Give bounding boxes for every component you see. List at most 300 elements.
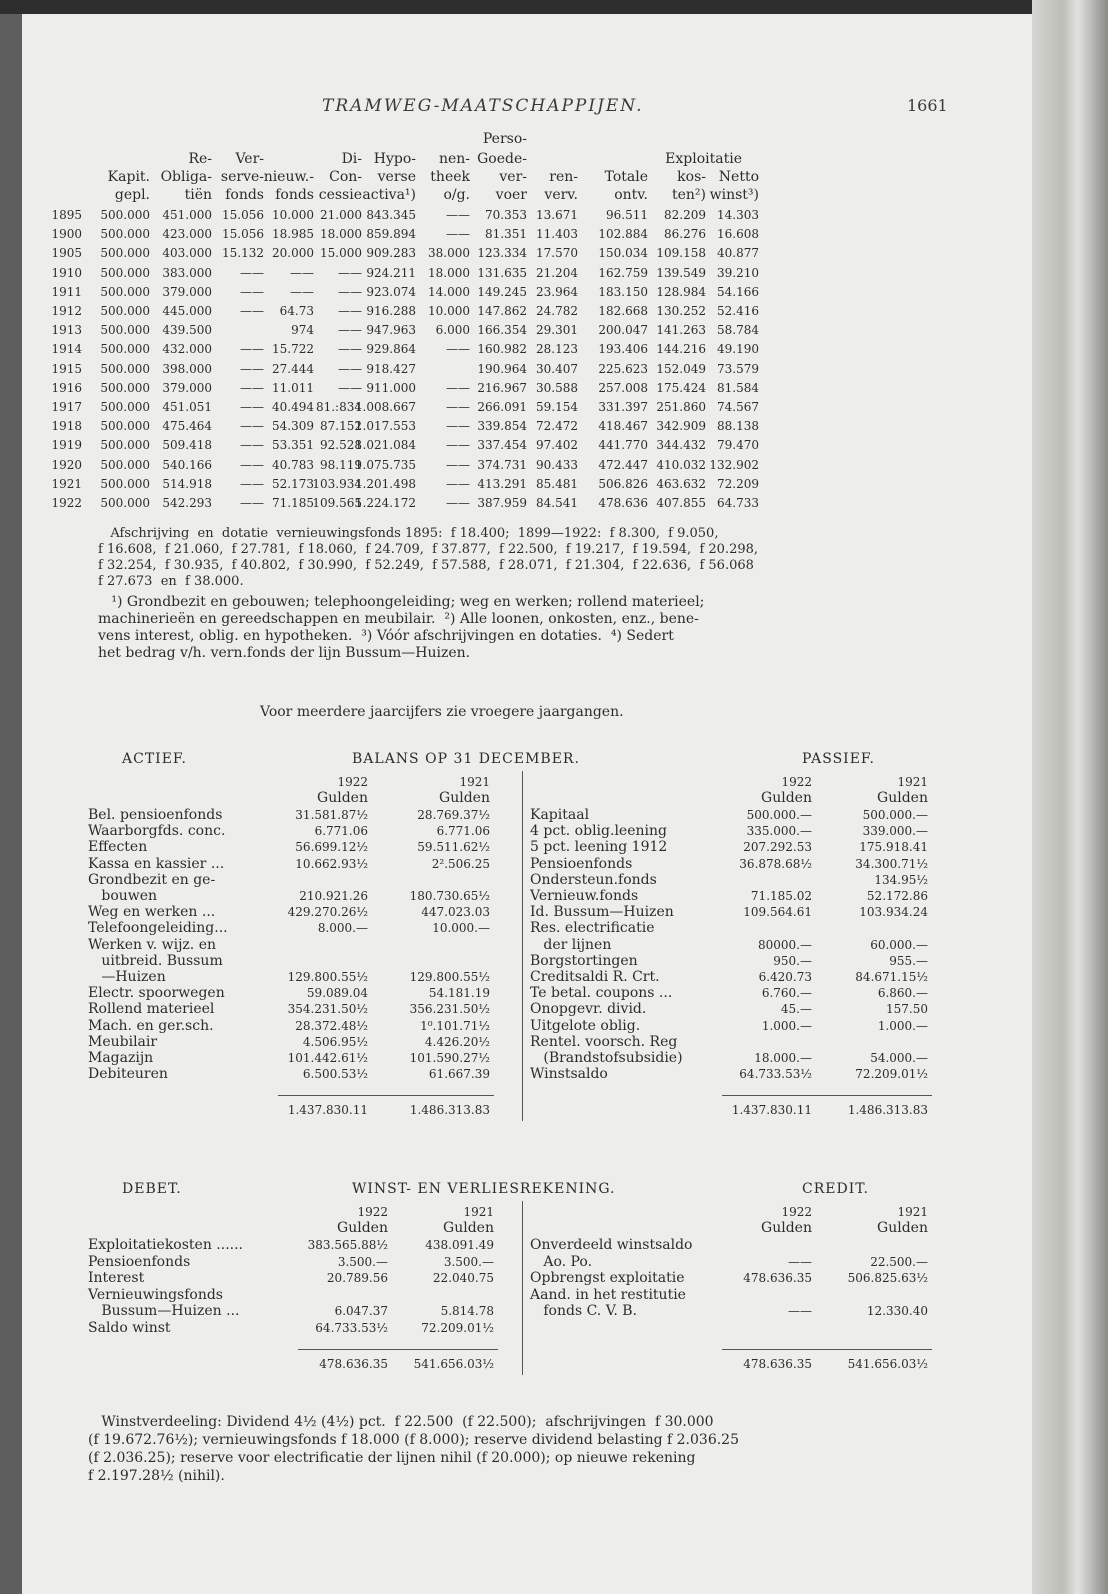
right-value-previous: 84.671.15½	[855, 970, 928, 984]
running-header: TRAMWEG-MAATSCHAPPIJEN.	[322, 96, 644, 116]
table-cell: 147.862	[477, 304, 527, 318]
table-cell: 387.959	[477, 496, 527, 510]
column-divider	[522, 771, 523, 1121]
table-cell: 200.047	[598, 323, 648, 338]
unit-header: Gulden	[877, 1220, 928, 1236]
table-cell: 15.132	[222, 246, 264, 261]
table-cell: 53.351	[272, 438, 314, 453]
left-value-current: 28.372.48½	[295, 1018, 368, 1033]
right-value-current: ——	[788, 1304, 812, 1318]
distribution-line: Winstverdeeling: Dividend 4½ (4½) pct. f 22.500 (f 22.500); afschrijvingen f 30.000	[88, 1414, 714, 1430]
table-cell: 1.201.498	[354, 476, 416, 491]
table-cell: ——	[338, 284, 362, 299]
left-row-label: Bussum—Huizen ...	[88, 1303, 240, 1319]
left-heading: DEBET.	[122, 1181, 182, 1197]
left-value-previous: 28.769.37½	[417, 808, 490, 822]
table-cell: 52.173	[272, 476, 314, 491]
right-total-current: 478.636.35	[743, 1357, 812, 1371]
table-cell: 1.017.553	[354, 419, 416, 434]
table-cell: ——	[446, 496, 470, 510]
right-value-previous: 22.500.—	[870, 1254, 928, 1269]
table-cell: 74.567	[717, 400, 759, 414]
right-value-previous: 339.000.—	[862, 824, 928, 839]
right-row-label: Onopgevr. divid.	[530, 1001, 647, 1018]
left-value-previous: 5.814.78	[440, 1304, 494, 1318]
table-cell: ——	[446, 457, 470, 472]
table-cell: 18.985	[272, 227, 314, 242]
table-cell: 131.635	[477, 265, 527, 280]
table-cell: 38.000	[428, 246, 470, 261]
table-cell: ——	[338, 323, 362, 338]
table-header-cell: nen-	[438, 151, 470, 167]
table-cell: 132.902	[709, 457, 759, 472]
total-rule	[722, 1349, 932, 1350]
left-value-previous: 438.091.49	[425, 1238, 494, 1252]
year-header: 1921	[459, 775, 490, 789]
table-cell: 109.158	[656, 246, 706, 261]
note-line: Afschrijving en dotatie vernieuwingsfonds 1895: f 18.400; 1899—1922: f 8.300, f 9.050,	[98, 526, 719, 541]
right-row-label: Id. Bussum—Huizen	[530, 904, 674, 921]
distribution-line: (f 19.672.76½); vernieuwingsfonds f 18.000 (f 8.000); reserve dividend belasting f 2.036.25	[88, 1432, 739, 1448]
table-cell: 54.166	[717, 284, 759, 299]
right-value-current: 1.000.—	[761, 1018, 812, 1033]
table-cell: 96.511	[606, 208, 648, 222]
scan-top-edge	[0, 0, 1108, 14]
right-row-label: der lijnen	[530, 936, 612, 953]
left-value-previous: 447.023.03	[421, 905, 490, 920]
left-value-previous: 3.500.—	[443, 1254, 494, 1269]
table-header-cell: Di-	[341, 151, 362, 167]
table-cell: 72.472	[536, 419, 578, 434]
table-cell: ——	[446, 419, 470, 434]
left-value-current: 210.921.26	[299, 889, 368, 903]
year-cell: 1921	[51, 476, 82, 491]
table-cell: ——	[446, 227, 470, 242]
table-cell: 10.000	[272, 208, 314, 222]
table-cell: 947.963	[366, 323, 416, 338]
left-row-label: Vernieuwingsfonds	[88, 1286, 223, 1303]
unit-header: Gulden	[877, 790, 928, 806]
right-row-label: (Brandstofsubsidie)	[530, 1050, 683, 1066]
note-line: f 16.608, f 21.060, f 27.781, f 18.060, f 24.709, f 37.877, f 22.500, f 19.217, f 19.594, f 20.298,	[98, 542, 759, 557]
right-value-previous: 500.000.—	[862, 808, 928, 822]
table-header-cell: cessie	[318, 187, 362, 203]
right-value-previous: 54.000.—	[870, 1051, 928, 1065]
table-cell: 73.579	[717, 361, 759, 376]
left-value-current: 64.733.53½	[315, 1320, 388, 1335]
table-cell: 30.588	[536, 380, 578, 395]
year-cell: 1916	[51, 380, 82, 395]
table-cell: 28.123	[536, 342, 578, 357]
footnote-line: ¹) Grondbezit en gebouwen; telephoongeleiding; weg en werken; rollend materieel;	[98, 594, 705, 610]
left-value-current: 4.506.95½	[302, 1034, 368, 1049]
year-cell: 1917	[51, 400, 82, 414]
left-value-previous: 356.231.50½	[409, 1002, 490, 1017]
table-cell: 514.918	[162, 476, 212, 491]
right-value-current: 36.878.68½	[739, 856, 812, 871]
table-cell: 500.000	[100, 400, 150, 414]
page-number: 1661	[907, 96, 948, 115]
table-header-cell: gepl.	[114, 187, 150, 203]
table-header-cell: Ver-	[235, 151, 264, 167]
table-cell: 339.854	[477, 419, 527, 434]
right-value-current: 500.000.—	[746, 808, 812, 822]
table-cell: 139.549	[656, 265, 706, 280]
table-cell: 216.967	[477, 380, 527, 395]
table-cell: 500.000	[100, 323, 150, 338]
unit-header: Gulden	[761, 1220, 812, 1236]
unit-header: Gulden	[439, 790, 490, 806]
left-value-current: 129.800.55½	[287, 970, 368, 984]
right-value-current: 64.733.53½	[739, 1067, 812, 1082]
table-cell: 183.150	[598, 284, 648, 299]
right-row-label: Creditsaldi R. Crt.	[530, 969, 660, 985]
right-row-label: Borgstortingen	[530, 952, 638, 969]
table-cell: 90.433	[536, 457, 578, 472]
left-value-current: 59.089.04	[306, 986, 368, 1001]
left-value-previous: 72.209.01½	[421, 1320, 494, 1335]
right-value-previous: 157.50	[886, 1002, 928, 1017]
left-row-label: —Huizen	[88, 969, 166, 985]
table-cell: ——	[240, 342, 264, 357]
table-header-cell: Hypo-	[373, 151, 416, 167]
year-cell: 1910	[51, 265, 82, 280]
table-cell: 18.000	[428, 265, 470, 280]
table-cell: 344.432	[656, 438, 706, 453]
table-cell: 81.:834	[315, 400, 362, 414]
table-cell: ——	[290, 265, 314, 280]
left-value-current: 6.771.06	[314, 824, 368, 839]
table-cell: 500.000	[100, 496, 150, 510]
table-cell: 58.784	[717, 323, 759, 338]
table-cell: 81.584	[717, 380, 759, 395]
left-value-previous: 10.000.—	[432, 921, 490, 936]
table-cell: 225.623	[598, 361, 648, 376]
table-cell: ——	[240, 400, 264, 414]
left-value-previous: 129.800.55½	[409, 970, 490, 984]
column-divider	[522, 1201, 523, 1375]
table-header-cell: Perso-	[482, 131, 527, 147]
table-cell: 413.291	[477, 476, 527, 491]
table-cell: 475.464	[162, 419, 212, 434]
table-cell: 15.056	[222, 227, 264, 242]
table-cell: ——	[240, 361, 264, 376]
unit-header: Gulden	[761, 790, 812, 806]
year-header: 1922	[357, 1205, 388, 1219]
table-cell: 463.632	[656, 476, 706, 491]
left-row-label: Weg en werken ...	[88, 904, 216, 921]
right-value-current: 950.—	[773, 953, 812, 968]
table-cell: ——	[338, 380, 362, 395]
left-value-current: 383.565.88½	[307, 1238, 388, 1252]
table-cell: 64.733	[717, 496, 759, 510]
table-header-cell: Obliga-	[160, 169, 212, 185]
right-value-previous: 52.172.86	[866, 889, 928, 903]
left-row-label: Exploitatiekosten ......	[88, 1237, 243, 1253]
table-cell: 432.000	[162, 342, 212, 357]
table-cell: 103.934	[312, 476, 362, 491]
table-cell: 39.210	[717, 265, 759, 280]
table-header-cell: kos-	[677, 169, 706, 185]
left-row-label: bouwen	[88, 888, 158, 904]
table-cell: 128.984	[656, 284, 706, 299]
year-header: 1922	[781, 1205, 812, 1219]
account-title: BALANS OP 31 DECEMBER.	[352, 751, 580, 767]
table-cell: 15.056	[222, 208, 264, 222]
left-value-previous: 54.181.19	[428, 986, 490, 1001]
table-cell: ——	[446, 342, 470, 357]
footnote-line: machinerieën en gereedschappen en meubilair. ²) Alle loonen, onkosten, enz., bene-	[98, 611, 699, 627]
table-cell: 70.353	[485, 208, 527, 222]
right-value-previous: 134.95½	[874, 872, 928, 887]
right-row-label: Rentel. voorsch. Reg	[530, 1033, 678, 1050]
left-row-label: Interest	[88, 1270, 145, 1286]
year-header: 1921	[897, 775, 928, 789]
table-cell: 441.770	[598, 438, 648, 453]
table-cell: 451.000	[162, 208, 212, 222]
table-cell: ——	[240, 380, 264, 395]
table-cell: 21.000	[320, 208, 362, 222]
table-header-cell: fonds	[275, 187, 314, 203]
table-cell: 500.000	[100, 476, 150, 491]
year-cell: 1920	[51, 457, 82, 472]
table-cell: 342.909	[656, 419, 706, 434]
table-header-cell: Totale	[604, 169, 648, 185]
left-value-current: 354.231.50½	[287, 1002, 368, 1017]
table-cell: 266.091	[477, 400, 527, 414]
table-cell: ——	[240, 419, 264, 434]
table-cell: 418.467	[598, 419, 648, 434]
table-cell: 410.032	[656, 457, 706, 472]
year-cell: 1913	[51, 323, 82, 338]
year-header: 1921	[897, 1205, 928, 1219]
table-cell: 152.049	[656, 361, 706, 376]
right-row-label: 4 pct. oblig.leening	[530, 823, 667, 840]
table-header-cell: winst³)	[709, 187, 759, 203]
table-cell: ——	[338, 265, 362, 280]
table-cell: ——	[240, 284, 264, 299]
table-cell: ——	[338, 361, 362, 376]
total-rule	[298, 1349, 498, 1350]
left-total-current: 1.437.830.11	[287, 1103, 368, 1118]
table-cell: 54.309	[272, 419, 314, 434]
left-total-current: 478.636.35	[319, 1357, 388, 1371]
right-value-previous: 955.—	[889, 953, 928, 968]
table-cell: 150.034	[598, 246, 648, 261]
right-heading: CREDIT.	[802, 1181, 869, 1197]
total-rule	[722, 1095, 932, 1096]
left-row-label: Electr. spoorwegen	[88, 985, 225, 1002]
table-cell: 144.216	[656, 342, 706, 357]
table-cell: 6.000	[435, 323, 470, 338]
left-value-current: 3.500.—	[337, 1254, 388, 1269]
table-cell: 21.204	[536, 265, 578, 280]
table-cell: 193.406	[598, 342, 648, 357]
table-cell: 923.074	[366, 284, 416, 299]
table-cell: 843.345	[366, 208, 416, 222]
table-cell: 98.119	[320, 457, 362, 472]
left-row-label: Grondbezit en ge-	[88, 871, 216, 888]
table-cell: 59.154	[536, 400, 578, 414]
right-row-label: Ondersteun.fonds	[530, 871, 657, 888]
table-header-cell: ren-	[549, 169, 578, 185]
table-cell: 500.000	[100, 380, 150, 395]
right-row-label: Uitgelote oblig.	[530, 1017, 641, 1034]
table-cell: 974	[291, 323, 314, 338]
right-row-label: Kapitaal	[530, 807, 590, 823]
table-cell: 15.000	[320, 246, 362, 261]
left-row-label: uitbreid. Bussum	[88, 952, 223, 969]
table-cell: 1.021.084	[354, 438, 416, 453]
left-value-current: 10.662.93½	[295, 856, 368, 871]
left-value-previous: 2².506.25	[431, 856, 490, 871]
right-value-current: 109.564.61	[743, 905, 812, 920]
table-cell: 82.209	[664, 208, 706, 222]
table-header-cell: verv.	[544, 187, 578, 203]
right-value-current: 71.185.02	[750, 889, 812, 903]
left-value-previous: 180.730.65½	[409, 889, 490, 903]
table-cell: 500.000	[100, 208, 150, 222]
total-rule	[278, 1095, 494, 1096]
table-cell: 929.864	[366, 342, 416, 357]
year-header: 1922	[781, 775, 812, 789]
table-cell: 85.481	[536, 476, 578, 491]
right-value-current: 6.760.—	[761, 986, 812, 1001]
left-value-current: 56.699.12½	[295, 840, 368, 855]
table-cell: 97.402	[536, 438, 578, 453]
left-value-current: 20.789.56	[326, 1271, 388, 1285]
table-cell: 398.000	[162, 361, 212, 376]
footnote-line: vens interest, oblig. en hypotheken. ³) Vóór afschrijvingen en dotaties. ⁴) Sedert	[98, 628, 674, 644]
table-cell: 1.075.735	[354, 457, 416, 472]
right-value-previous: 1.000.—	[877, 1018, 928, 1033]
table-cell: 86.276	[664, 227, 706, 242]
table-cell: 84.541	[536, 496, 578, 510]
table-header-cell: tiën	[184, 187, 212, 203]
table-cell: ——	[240, 304, 264, 318]
left-value-previous: 6.771.06	[436, 824, 490, 839]
right-row-label: Pensioenfonds	[530, 855, 633, 872]
table-cell: ——	[240, 496, 264, 510]
table-cell: ——	[446, 208, 470, 222]
table-header-cell: nieuw.-	[263, 169, 314, 185]
table-cell: 374.731	[477, 457, 527, 472]
table-cell: 403.000	[162, 246, 212, 261]
left-row-label: Rollend materieel	[88, 1001, 215, 1018]
left-value-current: 429.270.26½	[287, 905, 368, 920]
table-cell: 10.000	[428, 304, 470, 318]
unit-header: Gulden	[317, 790, 368, 806]
right-row-label: Onverdeeld winstsaldo	[530, 1237, 693, 1253]
left-row-label: Magazijn	[88, 1050, 154, 1066]
table-cell: 909.283	[366, 246, 416, 261]
table-cell: 337.454	[477, 438, 527, 453]
right-value-current: 335.000.—	[746, 824, 812, 839]
left-row-label: Werken v. wijz. en	[88, 936, 216, 953]
table-cell: 500.000	[100, 246, 150, 261]
table-cell: 500.000	[100, 438, 150, 453]
table-cell: 1.008.667	[354, 400, 416, 414]
table-cell: 182.668	[598, 304, 648, 318]
unit-header: Gulden	[443, 1220, 494, 1236]
table-cell: 175.424	[656, 380, 706, 395]
table-cell: 87.152	[320, 419, 362, 434]
left-value-current: 6.500.53½	[302, 1067, 368, 1082]
table-cell: ——	[338, 342, 362, 357]
right-value-previous: 34.300.71½	[855, 856, 928, 871]
table-cell: 11.403	[536, 227, 578, 242]
left-row-label: Debiteuren	[88, 1066, 168, 1083]
left-value-current: 8.000.—	[317, 921, 368, 936]
table-cell: 79.470	[717, 438, 759, 453]
table-header-cell: ten²)	[671, 187, 706, 203]
year-cell: 1918	[51, 419, 82, 434]
left-row-label: Waarborgfds. conc.	[88, 823, 226, 840]
note-line: f 27.673 en f 38.000.	[98, 574, 244, 589]
table-cell: ——	[290, 284, 314, 299]
right-row-label: Vernieuw.fonds	[530, 888, 639, 904]
right-total-current: 1.437.830.11	[731, 1103, 812, 1118]
right-value-previous: 6.860.—	[877, 986, 928, 1001]
table-cell: 166.354	[477, 323, 527, 338]
table-cell: 924.211	[366, 265, 416, 280]
table-cell: 540.166	[162, 457, 212, 472]
table-cell: ——	[240, 457, 264, 472]
left-value-current: 101.442.61½	[287, 1051, 368, 1065]
year-header: 1921	[463, 1205, 494, 1219]
table-cell: 64.73	[279, 304, 314, 318]
table-cell: 14.303	[717, 208, 759, 222]
table-cell: 451.051	[162, 400, 212, 414]
year-cell: 1922	[51, 496, 82, 510]
table-header-cell: Con-	[329, 169, 362, 185]
right-row-label: Aand. in het restitutie	[530, 1286, 686, 1303]
left-total-previous: 1.486.313.83	[409, 1103, 490, 1118]
table-cell: 500.000	[100, 457, 150, 472]
table-cell: 478.636	[598, 496, 648, 510]
table-cell: 23.964	[536, 284, 578, 299]
table-cell: 509.418	[162, 438, 212, 453]
table-cell: 18.000	[320, 227, 362, 242]
table-cell: 916.288	[366, 304, 416, 318]
table-cell: 92.528	[320, 438, 362, 453]
table-cell: 500.000	[100, 361, 150, 376]
right-value-previous: 72.209.01½	[855, 1067, 928, 1082]
table-cell: 506.826	[598, 476, 648, 491]
left-total-previous: 541.656.03½	[413, 1357, 494, 1371]
book-page	[22, 14, 1032, 1594]
year-cell: 1919	[51, 438, 82, 453]
table-cell: 500.000	[100, 227, 150, 242]
table-cell: 81.351	[485, 227, 527, 242]
table-cell: 15.722	[272, 342, 314, 357]
table-cell: 52.416	[717, 304, 759, 318]
table-cell: 13.671	[536, 208, 578, 222]
table-header-cell: verse	[377, 169, 416, 185]
table-header-cell: Exploitatie	[665, 151, 742, 167]
table-cell: 918.427	[366, 361, 416, 376]
year-cell: 1900	[51, 227, 82, 242]
right-value-previous: 175.918.41	[859, 840, 928, 855]
table-cell: 472.447	[598, 457, 648, 472]
right-value-previous: 12.330.40	[866, 1304, 928, 1318]
distribution-line: f 2.197.28½ (nihil).	[88, 1468, 225, 1484]
table-cell: ——	[338, 304, 362, 318]
table-cell: 500.000	[100, 304, 150, 318]
right-value-current: 45.—	[780, 1002, 812, 1017]
year-cell: 1905	[51, 246, 82, 261]
right-value-current: ——	[788, 1254, 812, 1269]
